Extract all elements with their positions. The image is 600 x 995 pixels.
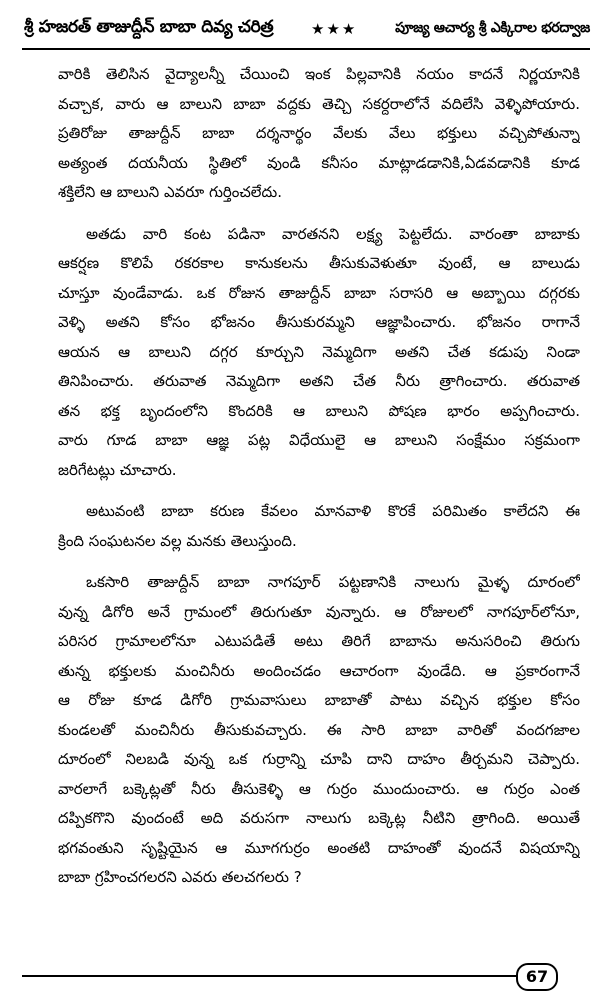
text-line: క్రింది సంఘటనల వల్ల మనకు తెలుస్తుంది. <box>58 531 297 550</box>
text-line: ఆ రోజు కూడ డిగోరి గ్రామవాసులు బాబాతో పాటు వచ్చిన భక్తుల కోసం <box>58 691 580 709</box>
text-line: వున్న డిగోరి అనే గ్రామంలో తిరుగుతూ వున్నారు. ఆ రోజులలో నాగపూర్‌లోనూ, <box>58 602 580 621</box>
text-line: తినిపించారు. తరువాత నెమ్మదిగా అతని చేత నీరు త్రాగించారు. తరువాత <box>58 372 580 390</box>
page-number: 67 <box>516 963 558 991</box>
text-line: పరిసర గ్రామాలలోనూ ఎటుపడితే అటు తిరిగే బాబాను అనుసరించి తిరుగు <box>58 632 580 650</box>
text-line: తన భక్త బృందంలోని కొందరికి ఆ బాలుని పోషణ భారం అప్పగించారు. <box>58 401 580 420</box>
text-line: ఆయన ఆ బాలుని దగ్గర కూర్చుని నెమ్మదిగా అతని చేత కడుపు నిండా <box>58 342 580 361</box>
header-rule <box>22 48 590 50</box>
body-text <box>58 60 580 905</box>
text-line: వారు గూడ బాబా ఆజ్ఞ పట్ల విధేయులై ఆ బాలుని సంక్షేమం సక్రమంగా <box>58 431 580 449</box>
text-line: వారికి తెలిసిన వైద్యాలన్నీ చేయించి ఇంక పిల్లవానికి నయం కాదనే నిర్ణయానికి <box>58 65 580 83</box>
book-title: శ్రీ హజరత్ తాజుద్దీన్ బాబా దివ్య చరిత్ర <box>24 17 274 37</box>
text-line: తున్న భక్తులకు మంచినీరు అందించడం ఆచారంగా వుండేది. ఆ ప్రకారంగానే <box>58 661 580 680</box>
text-line: ఆకర్షణ కొలిపే రకరకాల కానుకలను తీసుకువెళుతూ వుంటే, ఆ బాలుడు <box>58 254 580 272</box>
text-line: దప్పికగొని వుందంటే అది వరుసగా నాలుగు బక్కెట్ల నీటిని త్రాగింది. అయితే <box>58 809 580 827</box>
text-line: దూరంలో నిలబడి వున్న ఒక గుర్రాన్ని చూపి దాని దాహం తీర్చమని చెప్పారు. <box>58 750 580 768</box>
text-line: వారలాగే బక్కెట్లతో నీరు తీసుకెళ్ళి ఆ గుర్రం ముందుంచారు. ఆ గుర్రం ఎంత <box>58 779 580 798</box>
text-line: కుండలతో మంచినీరు తీసుకువచ్చారు. ఈ సారి బాబా వారితో వందగజాల <box>58 720 580 739</box>
text-line: చూస్తూ వుండేవాడు. ఒక రోజున తాజుద్దీన్ బాబా సరాసరి ఆ అబ్బాయి దగ్గరకు <box>58 283 580 302</box>
text-line: అటువంటి బాబా కరుణ కేవలం మానవాళి కొరకే పరిమితం కాలేదని ఈ <box>86 502 580 520</box>
text-line: శక్తిలేని ఆ బాలుని ఎవరూ గుర్తించలేదు. <box>58 183 282 201</box>
text-line: ఒకసారి తాజుద్దీన్ బాబా నాగపూర్ పట్టణానికి నాలుగు మైళ్ళ దూరంలో <box>86 573 580 591</box>
star-ornament: ★★★ <box>311 20 358 38</box>
paragraph <box>58 568 580 893</box>
text-line: అత్యంత దయనీయ స్థితిలో వుండి కనీసం మాట్లాడడానికి,ఏడవడానికి కూడ <box>58 153 580 172</box>
author-name: పూజ్య ఆచార్య శ్రీ ఎక్కిరాల భరద్వాజ <box>395 19 590 36</box>
text-line: వెళ్ళి అతని కోసం భోజనం తీసుకురమ్మని ఆజ్ఞాపించారు. భోజనం రాగానే <box>58 313 580 331</box>
text-line: ప్రతిరోజు తాజుద్దీన్ బాబా దర్శనార్థం వేలకు వేలు భక్తులు వచ్చిపోతున్నా <box>58 124 580 142</box>
text-line: వచ్చాక, వారు ఆ బాలుని బాబా వద్దకు తెచ్చి సకర్దరాలోనే వదిలేసి వెళ్ళిపోయారు. <box>58 94 580 113</box>
paragraph <box>58 497 580 556</box>
text-line: భగవంతుని సృష్టియైన ఆ మూగగుర్రం అంతటి దాహంతో వుందనే విషయాన్ని <box>58 838 580 857</box>
paragraph <box>58 220 580 486</box>
running-header <box>24 12 590 46</box>
text-line: జరిగేటట్లు చూచారు. <box>58 460 177 479</box>
text-line: బాబా గ్రహించగలరని ఎవరు తలచగలరు ? <box>58 868 302 886</box>
footer-rule <box>22 975 530 977</box>
paragraph <box>58 60 580 208</box>
text-line: అతడు వారి కంట పడినా వారతనని లక్ష్య పెట్టలేదు. వారంతా బాబాకు <box>86 224 580 243</box>
